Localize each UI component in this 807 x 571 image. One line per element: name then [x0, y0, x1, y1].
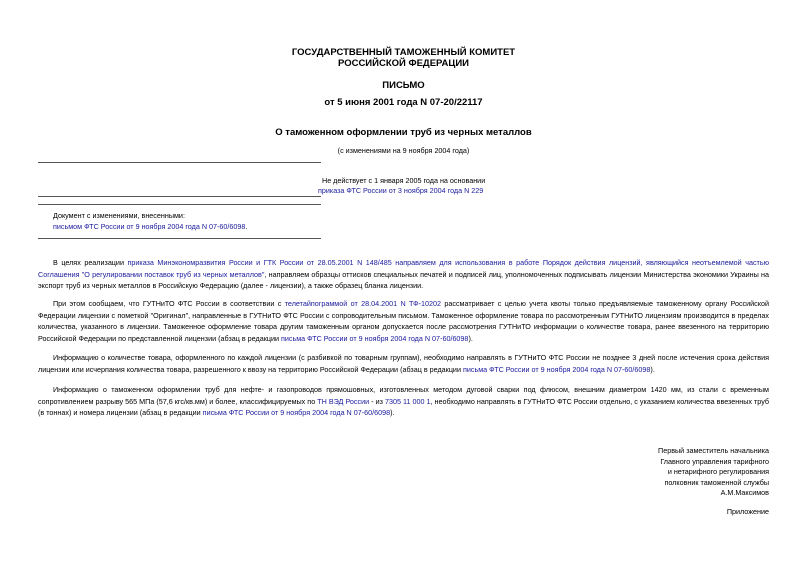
doc-date-number: от 5 июня 2001 года N 07-20/22117 [324, 97, 483, 108]
tnved-link[interactable]: ТН ВЭД России [317, 396, 370, 406]
letter-link[interactable]: письма ФТС России от 9 ноября 2004 года N 07-60/6098 [280, 333, 469, 343]
text: ). [650, 364, 655, 374]
changes-label: Документ с изменениями, внесенными: [53, 211, 185, 220]
doc-type: ПИСЬМО [382, 80, 425, 91]
teletype-link[interactable]: телетайпограммой от 28.04.2001 N ТФ-10202 [284, 299, 441, 308]
changes-link-suffix: . [245, 222, 248, 231]
signature-line: и нетарифного регулирования [667, 467, 769, 476]
order-link[interactable]: приказа Минэкономразвития России и ГТК России от 28.05.2001 N 148/485 направляем для использования в работе Порядок действия лицензий, являющийся неотъемлемой частью Соглашения "О регулировании поставок труб из черных металлов" [38, 258, 769, 279]
text: , направляем образцы оттисков специальных печатей и подписей лиц, уполномоченных подписывать лицензии Министерства экономики Украины на экспорт труб из черных металлов в Российскую Федерацию (далее - лицензии), а также образец бланка лицензии. [38, 269, 770, 291]
signature-line: полковник таможенной службы [664, 477, 769, 487]
paragraph-3 [38, 352, 769, 375]
text: ). [468, 333, 473, 343]
text: Информацию о количестве товара, оформленного по каждой лицензии (с разбивкой по товарным группам), необходимо направлять в ГУТНиТО ФТС России не позднее 3 дней после истечения срока действия лицензии или исчерпания количества товара, разрешенного к ввозу на территорию Российской Федерации (абзац в редакции [38, 353, 769, 374]
paragraph-4 [38, 384, 769, 419]
changes-entry [53, 222, 247, 233]
paragraph-1 [38, 257, 769, 292]
signature-line: Первый заместитель начальника [658, 446, 769, 455]
amendments-note: (с изменениями на 9 ноября 2004 года) [337, 146, 470, 155]
appendix-label: Приложение [726, 507, 769, 516]
status-text: Не действует с 1 января 2005 года на основании [322, 176, 486, 185]
divider [38, 204, 321, 205]
signature-block [549, 446, 769, 499]
signature-line: Главного управления тарифного [660, 456, 769, 466]
org-name-line1: ГОСУДАРСТВЕННЫЙ ТАМОЖЕННЫЙ КОМИТЕТ [291, 47, 516, 58]
text: Информацию о таможенном оформлении труб для нефте- и газопроводов прямошовных, изготовленных методом дуговой сварки под флюсом, внешним диаметром 1420 мм, из стали с временным сопротивлением разрыву 565 МПа (57,6 кгс/кв.мм) и более, классифицируемых по [38, 385, 769, 406]
divider [38, 162, 321, 163]
letter-link[interactable]: письма ФТС России от 9 ноября 2004 года N 07-60/6098 [202, 408, 391, 418]
doc-title: О таможенном оформлении труб из черных металлов [275, 127, 532, 138]
letter-link[interactable]: письма ФТС России от 9 ноября 2004 года N 07-60/6098 [462, 364, 651, 374]
divider [38, 196, 321, 197]
text: ). [390, 408, 395, 418]
changes-link[interactable]: письмом ФТС России от 9 ноября 2004 года N 07-60/6098 [53, 222, 246, 231]
org-name-line2: РОССИЙСКОЙ ФЕДЕРАЦИИ [337, 58, 469, 69]
code-link[interactable]: 7305 11 000 1 [384, 396, 431, 406]
text: - из [369, 396, 385, 406]
paragraph-2 [38, 298, 769, 344]
text: , необходимо направлять в ГУТНиТО ФТС России отдельно, с указанием количества ввезенных труб (в тоннах) и номера лицензии (абзац в редакции [38, 396, 769, 418]
divider [38, 238, 321, 239]
text: рассматривает с целью учета квоты только предъявляемые таможенному органу Российской Федерации лицензии с пометкой "Оригинал", направленные в ГУТНиТО ФТС России с сопроводительным письмом. Таможенное оформление товара по рассмотренным ГУТНиТО лицензиям производится в пределах количества, указанного в лицензии. Таможенное оформление товара другим таможенным органом допускается после рассмотрения ГУТНиТО информации о количестве товара, ранее ввезенного на территорию Российской Федерации по представленной лицензии (абзац в редакции [38, 299, 770, 343]
signature-name: А.М.Максимов [720, 488, 769, 497]
text: При этом сообщаем, что ГУТНиТО ФТС России в соответствии с [53, 299, 285, 308]
text: В целях реализации [53, 258, 128, 267]
status-link[interactable]: приказа ФТС России от 3 ноября 2004 года N 229 [318, 186, 484, 195]
